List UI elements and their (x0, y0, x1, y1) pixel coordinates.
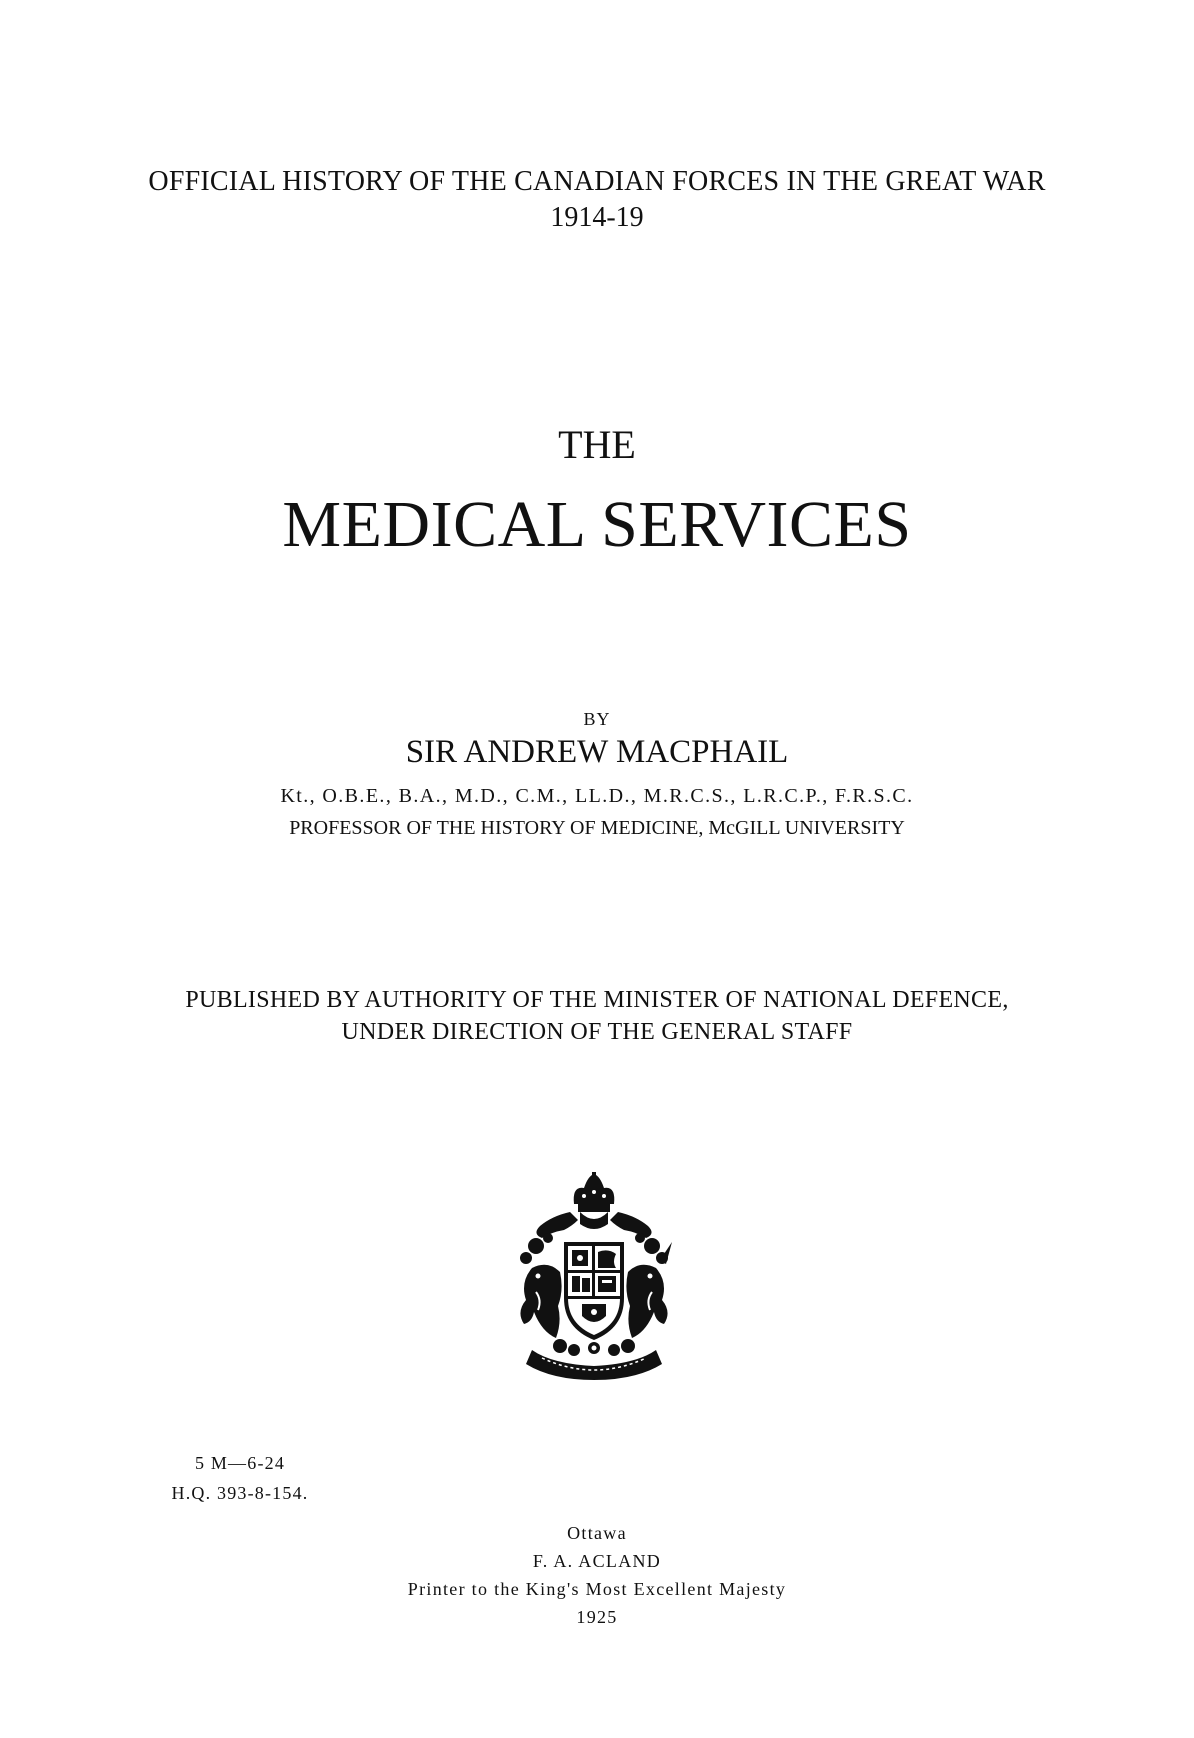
series-years: 1914-19 (550, 202, 644, 233)
author-position: PROFESSOR OF THE HISTORY OF MEDICINE, McGILL UNIVERSITY (289, 817, 905, 839)
print-run-code: 5 M—6-24 (194, 1453, 286, 1473)
imprint-printer: F. A. ACLAND (532, 1551, 662, 1571)
series-title: OFFICIAL HISTORY OF THE CANADIAN FORCES IN THE GREAT WAR (148, 166, 1046, 197)
coat-of-arms-icon (512, 1172, 676, 1382)
author-degrees: Kt., O.B.E., B.A., M.D., C.M., LL.D., M.R.C.S., L.R.C.P., F.R.S.C. (280, 785, 914, 807)
imprint-city: Ottawa (567, 1523, 627, 1543)
imprint-year: 1925 (576, 1607, 618, 1627)
publication-authority-line2: UNDER DIRECTION OF THE GENERAL STAFF (341, 1019, 853, 1045)
book-title: MEDICAL SERVICES (282, 488, 912, 561)
publication-authority-line1: PUBLISHED BY AUTHORITY OF THE MINISTER OF NATIONAL DEFENCE, (185, 987, 1009, 1013)
imprint-printer-title: Printer to the King's Most Excellent Majesty (407, 1579, 787, 1599)
title-article: THE (558, 422, 636, 467)
hq-reference-code: H.Q. 393-8-154. (171, 1483, 309, 1503)
by-label: BY (583, 709, 611, 729)
author-name: SIR ANDREW MACPHAIL (405, 734, 789, 770)
